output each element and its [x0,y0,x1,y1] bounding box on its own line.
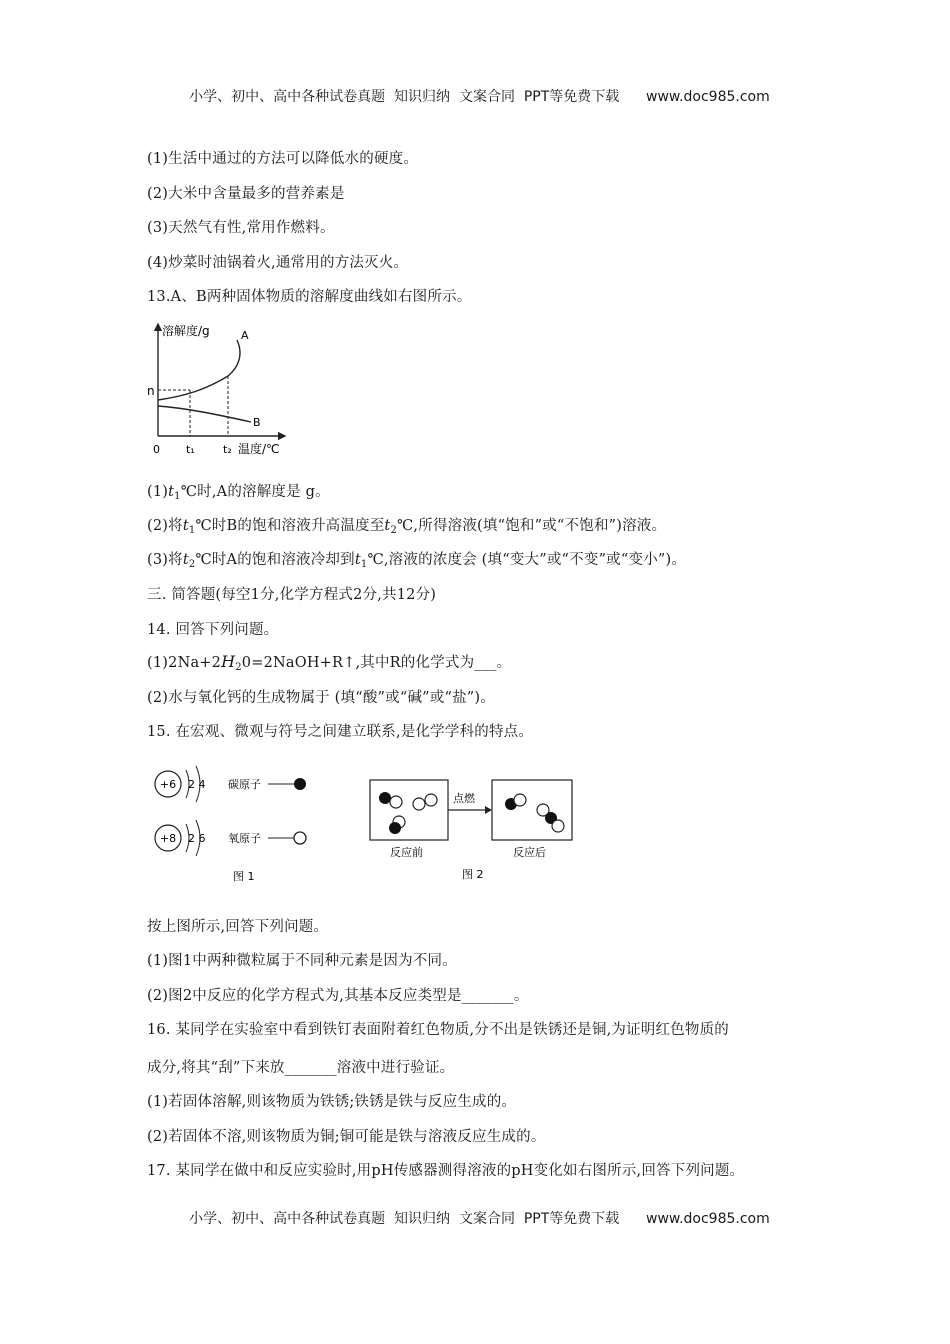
q16-part2: (2)若固体不溶,则该物质为铜;铜可能是铁与溶液反应生成的。 [147,1129,546,1145]
curve-a-label: A [241,329,249,342]
oxygen-shells: 2 6 [188,832,206,845]
origin-label: 0 [153,443,160,456]
oxygen-atom-symbol [294,832,306,844]
q12-part2: (2)大米中含量最多的营养素是 [147,186,345,202]
oxygen-label: 氧原子 [228,832,261,845]
header-text: 小学、初中、高中各种试卷真题 知识归纳 文案合同 PPT等免费下载 [189,89,620,105]
q12-part1: (1)生活中通过的方法可以降低水的硬度。 [147,151,419,167]
q16-stem-line2: 成分,将其“刮”下来放_______溶液中进行验证。 [147,1060,455,1076]
q16-stem-line1: 16. 某同学在实验室中看到铁钉表面附着红色物质,分不出是铁锈还是铜,为证明红色物质的 [147,1022,729,1038]
q15-intro: 按上图所示,回答下列问题。 [147,919,329,935]
oxygen-nucleus-charge: +8 [159,832,177,845]
figure-1-atom-structures [148,760,328,890]
q17-stem: 17. 某同学在做中和反应实验时,用pH传感器测得溶液的pH变化如右图所示,回答下列问题。 [147,1163,745,1179]
y-axis-label: 溶解度/g [162,324,210,338]
before-box [370,780,448,840]
header-url: www.doc985.com [646,89,770,105]
footer-text: 小学、初中、高中各种试卷真题 知识归纳 文案合同 PPT等免费下载 [189,1211,620,1227]
t1-label: t₁ [186,443,195,456]
carbon-nucleus-charge: +6 [159,778,177,791]
t2-label: t₂ [223,443,232,456]
q13-part3: (3)将$t_2℃$时A的饱和溶液冷却到$t_1℃$,溶液的浓度会 (填“变大”或“不变”或“变小”)。 [147,552,687,570]
q13-part1: $(1)t_1℃$时,A的溶解度是 g。 [147,484,330,502]
page-header [0,70,950,106]
carbon-label: 碳原子 [228,778,261,791]
q14-part1: $(1)2Na+2H_20=2NaOH+R↑$,其中R的化学式为___。 [147,652,512,673]
curve-b-label: B [253,416,261,429]
footer-url: www.doc985.com [646,1211,770,1227]
page-footer [0,1192,950,1228]
q14-stem: 14. 回答下列问题。 [147,622,279,638]
q16-part1: (1)若固体溶解,则该物质为铁锈;铁锈是铁与反应生成的。 [147,1094,517,1110]
figure-2-caption: 图 2 [462,868,484,881]
q15-part2: (2)图2中反应的化学方程式为,其基本反应类型是_______。 [147,988,529,1004]
q15-stem: 15. 在宏观、微观与符号之间建立联系,是化学学科的特点。 [147,724,534,740]
q14-part2: (2)水与氧化钙的生成物属于 (填“酸”或“碱”或“盐”)。 [147,690,495,706]
x-axis-label: 温度/℃ [238,442,280,456]
q12-part3: (3)天然气有性,常用作燃料。 [147,220,335,236]
ignite-label: 点燃 [453,792,475,805]
q13-stem: 13.A、B两种固体物质的溶解度曲线如右图所示。 [147,289,472,305]
carbon-atom-symbol [294,778,306,790]
after-label: 反应后 [513,846,546,859]
solubility-curve-chart [145,318,295,460]
figure-1-caption: 图 1 [233,870,255,883]
n-label: n [147,384,155,398]
section-3-heading: 三. 简答题(每空1分,化学方程式2分,共12分) [147,587,437,603]
carbon-shells: 2 4 [188,778,206,791]
curve-b [158,406,251,422]
q13-part2: (2)将$t_1℃$时B的饱和溶液升高温度至$t_2℃$,所得溶液(填“饱和”或“不饱和”)溶液。 [147,518,667,536]
figure-2-reaction-diagram [365,778,585,886]
q12-part4: (4)炒菜时油锅着火,通常用的方法灭火。 [147,255,409,271]
before-label: 反应前 [390,846,423,859]
q15-part1: (1)图1中两种微粒属于不同种元素是因为不同。 [147,953,457,969]
